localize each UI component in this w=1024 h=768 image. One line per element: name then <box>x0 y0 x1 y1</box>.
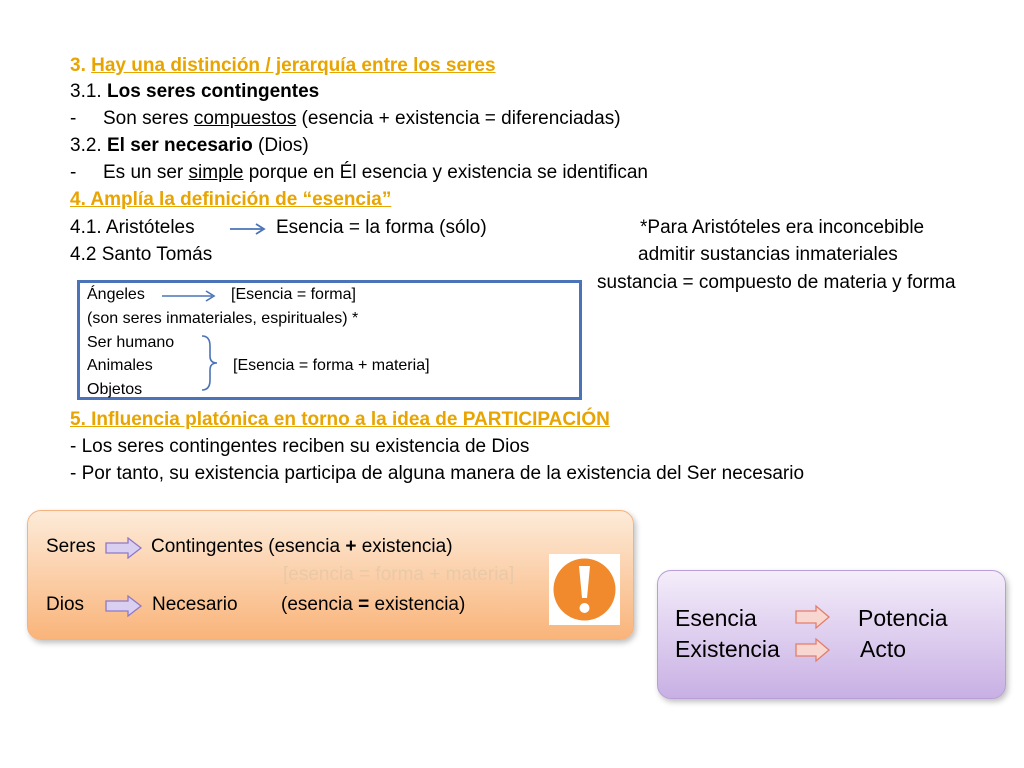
section-3-number: 3. <box>70 55 92 76</box>
equals-sign: = <box>358 594 370 615</box>
summary-seres: Seres <box>46 536 96 557</box>
section-5-line-2: - Por tanto, su existencia participa de alguna manera de la existencia del Ser necesario <box>70 463 805 484</box>
summary-necesario-definition <box>281 593 465 617</box>
summary-ghost-definition: [esencia = forma + materia] <box>283 564 515 585</box>
section-4-1-label: 4.1. Aristóteles <box>70 217 195 238</box>
box-ser-humano: Ser humano <box>87 334 175 351</box>
box-animales-definition: [Esencia = forma + materia] <box>233 357 430 374</box>
exclamation-icon <box>549 554 620 625</box>
section-3-1-title: Los seres contingentes <box>106 81 320 102</box>
contingentes-text-end: existencia) <box>356 536 453 557</box>
summary-dios: Dios <box>46 594 85 615</box>
section-4-title: 4. Amplía la definición de “esencia” <box>70 189 392 210</box>
arrow-right-icon <box>794 637 832 663</box>
concept-existencia: Existencia <box>675 636 780 662</box>
concept-potencia: Potencia <box>858 605 948 631</box>
box-angeles: Ángeles <box>87 286 145 303</box>
box-objetos: Objetos <box>87 381 143 398</box>
concept-esencia: Esencia <box>675 605 757 631</box>
aristoteles-note-line-3: sustancia = compuesto de materia y forma <box>597 272 956 293</box>
bullet-text-end: porque en Él esencia y existencia se identifican <box>243 162 648 183</box>
plus-sign: + <box>345 536 357 557</box>
box-angeles-definition: [Esencia = forma] <box>231 286 356 303</box>
section-3-2 <box>70 134 309 158</box>
summary-necesario: Necesario <box>152 594 238 615</box>
section-3-1 <box>70 80 319 104</box>
bullet-underlined: simple <box>188 162 244 183</box>
box-inmateriales: (son seres inmateriales, espirituales) * <box>87 310 359 327</box>
arrow-right-icon <box>104 537 144 559</box>
necesario-def-text: (esencia <box>281 594 359 615</box>
concept-acto: Acto <box>860 636 907 662</box>
bullet-dash: - <box>70 108 77 129</box>
section-5-line-1: - Los seres contingentes reciben su existencia de Dios <box>70 436 530 457</box>
aristoteles-note-line-1: *Para Aristóteles era inconcebible <box>640 217 925 238</box>
section-3-1-bullet <box>103 107 621 131</box>
section-4-1-definition: Esencia = la forma (sólo) <box>276 217 487 238</box>
bullet-text: Es un ser <box>103 162 189 183</box>
box-animales: Animales <box>87 357 153 374</box>
section-3-heading <box>70 54 496 78</box>
bullet-underlined: compuestos <box>193 108 297 129</box>
section-5-title: 5. Influencia platónica en torno a la idea de PARTICIPACIÓN <box>70 409 610 430</box>
aristoteles-note-line-2: admitir sustancias inmateriales <box>638 244 898 265</box>
arrow-right-icon <box>104 595 144 617</box>
section-3-2-title: El ser necesario <box>106 135 253 156</box>
section-4-2-label: 4.2 Santo Tomás <box>70 244 213 265</box>
bullet-dash: - <box>70 162 77 183</box>
bullet-text: Son seres <box>103 108 194 129</box>
necesario-def-text-end: existencia) <box>369 594 466 615</box>
section-3-2-bullet <box>103 161 648 185</box>
arrow-right-icon <box>794 604 832 630</box>
section-3-1-number: 3.1. <box>70 81 107 102</box>
contingentes-text: Contingentes (esencia <box>151 536 346 557</box>
section-3-title: Hay una distinción / jerarquía entre los seres <box>91 55 496 76</box>
summary-contingentes <box>151 535 453 559</box>
curly-brace-icon <box>198 334 220 392</box>
section-3-2-number: 3.2. <box>70 135 107 156</box>
section-3-2-suffix: (Dios) <box>252 135 309 156</box>
arrow-right-icon <box>228 221 270 237</box>
arrow-right-icon <box>160 288 220 304</box>
bullet-text-end: (esencia + existencia = diferenciadas) <box>296 108 621 129</box>
